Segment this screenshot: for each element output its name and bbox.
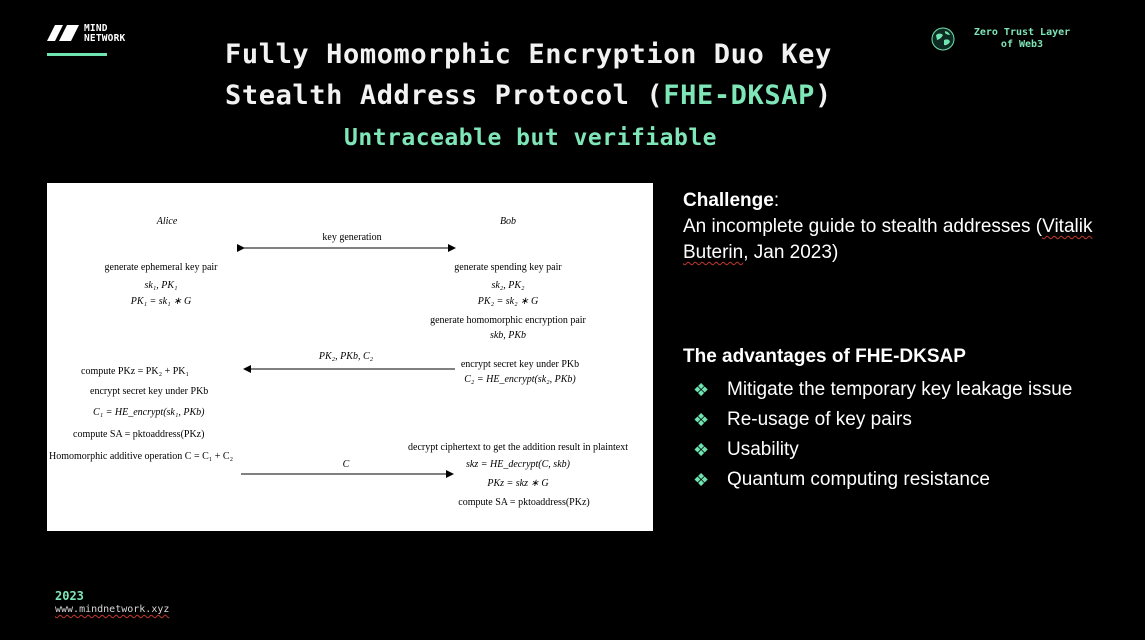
bob-step-4: generate homomorphic encryption pair [430, 315, 586, 326]
challenge-block [683, 188, 1123, 266]
title-line1: Fully Homomorphic Encryption Duo Key [225, 39, 832, 70]
bob-step-11: compute SA = pktoaddress(PKz) [458, 497, 590, 508]
advantage-item [693, 435, 1113, 465]
bob-step-5: skb, PKb [489, 330, 527, 341]
advantage-item [693, 375, 1113, 405]
diamond-bullet-icon: ❖ [693, 380, 710, 400]
challenge-text-2: , Jan 2023) [743, 242, 839, 263]
challenge-colon: : [773, 190, 780, 211]
tagline-line1: Zero Trust Layer [973, 27, 1071, 38]
alice-step-1: generate ephemeral key pair [104, 262, 218, 273]
bob-step-7: C₂ = HE_encrypt(sk₂, PKb) [464, 374, 576, 385]
advantage-text: Quantum computing resistance [727, 469, 990, 490]
tagline [962, 27, 1082, 51]
alice-label: Alice [156, 216, 178, 227]
bob-step-9: skz = HE_decrypt(C, skb) [466, 459, 570, 470]
advantage-text: Usability [727, 439, 799, 460]
vitalik-link[interactable]: Vitalik Buterin [683, 216, 1093, 263]
slide-subtitle: Untraceable but verifiable [344, 125, 718, 151]
bob-step-2: sk₂, PK₂ [491, 280, 525, 291]
advantage-item [693, 465, 1113, 495]
alice-step-2: sk₁, PK₁ [144, 280, 178, 291]
logo-line1: MIND [84, 23, 108, 34]
advantage-text: Re-usage of key pairs [727, 409, 912, 430]
bob-step-1: generate spending key pair [454, 262, 562, 273]
advantage-text: Mitigate the temporary key leakage issue [727, 379, 1073, 400]
message-1-label: PK₂, PKb, C₂ [318, 351, 374, 362]
challenge-text [683, 214, 1123, 266]
logo-wordmark [84, 24, 125, 44]
keygen-label: key generation [322, 232, 382, 243]
alice-step-8: Homomorphic additive operation C = C₁ + C₂ [49, 451, 234, 462]
diamond-bullet-icon: ❖ [693, 470, 710, 490]
title-line2-prefix: Stealth Address Protocol ( [225, 80, 664, 111]
diamond-bullet-icon: ❖ [693, 410, 710, 430]
footer-website-link[interactable]: www.mindnetwork.xyz [55, 604, 170, 615]
title-line2-suffix: ) [814, 80, 832, 111]
challenge-text-1: An incomplete guide to stealth addresses ( [683, 216, 1043, 237]
slide-title [225, 34, 905, 116]
alice-step-4: compute PKz = PK₂ + PK₁ [81, 366, 189, 377]
bob-step-6: encrypt secret key under PKb [460, 359, 580, 370]
advantage-item [693, 405, 1113, 435]
alice-step-3: PK₁ = sk₁ ∗ G [130, 296, 192, 307]
title-accent: FHE-DKSAP [663, 80, 815, 111]
logo-underline [47, 53, 107, 56]
bob-label: Bob [499, 216, 517, 227]
diamond-bullet-icon: ❖ [693, 440, 710, 460]
globe-icon [931, 27, 955, 51]
message-2-label: C [342, 459, 350, 470]
challenge-label: Challenge [683, 190, 774, 211]
advantages-list [693, 375, 1113, 495]
alice-step-7: compute SA = pktoaddress(PKz) [73, 429, 205, 440]
advantages-title: The advantages of FHE-DKSAP [683, 346, 966, 367]
bob-step-10: PKz = skz ∗ G [487, 478, 549, 489]
mind-network-logo-icon [47, 25, 79, 41]
protocol-diagram [47, 183, 653, 531]
logo-line2: NETWORK [84, 33, 126, 44]
title-line2 [225, 75, 905, 116]
tagline-line2: of Web3 [1000, 39, 1044, 50]
bob-step-3: PK₂ = sk₂ ∗ G [477, 296, 539, 307]
footer-year: 2023 [55, 589, 84, 603]
bob-step-8: decrypt ciphertext to get the addition result in plaintext [408, 442, 628, 453]
challenge-heading [683, 188, 1123, 214]
alice-step-6: C₁ = HE_encrypt(sk₁, PKb) [93, 407, 205, 418]
alice-step-5: encrypt secret key under PKb [90, 386, 209, 397]
